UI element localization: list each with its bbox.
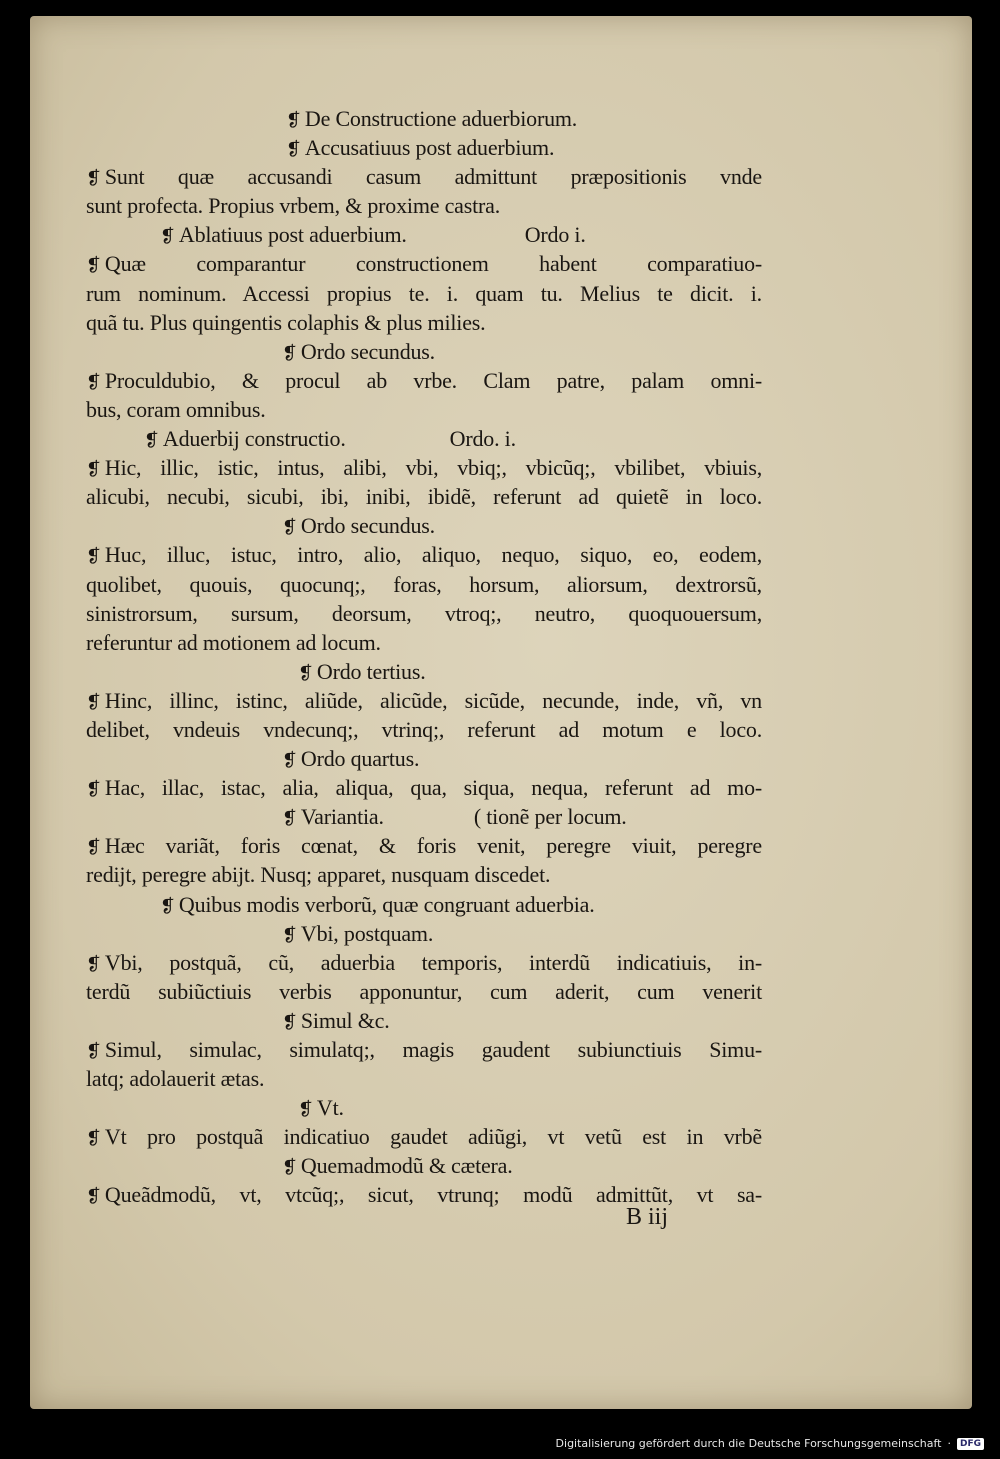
heading-ordo-secundus: ❡ Ordo secundus.: [86, 511, 762, 540]
pilcrow-icon: ❡: [282, 517, 297, 538]
pilcrow-icon: ❡: [86, 371, 101, 392]
heading-ordo-tertius: ❡ Ordo tertius.: [86, 657, 762, 686]
text-line: latq; adolauerit ætas.: [86, 1066, 265, 1092]
text-line: ❡ Hæc variãt, foris cœnat, & foris venit, peregre viuit, peregre: [86, 831, 762, 860]
text-line: ❡ Hinc, illinc, istinc, aliũde, alicũde, sicũde, necunde, inde, vñ, vn: [86, 686, 762, 715]
credit-text: Digitalisierung gefördert durch die Deutsche Forschungsgemeinschaft: [555, 1437, 942, 1450]
text-line: bus, coram omnibus.: [86, 396, 266, 422]
text-line: ❡ Vt pro postquã indicatiuo gaudet adiũgi, vt vetũ est in vrbẽ: [86, 1122, 762, 1151]
text-line: rum nominum. Accessi propius te. i. quam tu. Melius te dicit. i.: [86, 280, 762, 306]
text-line: terdũ subiũctiuis verbis apponuntur, cum aderit, cum venerit: [86, 978, 762, 1004]
text-line: sunt profecta. Propius vrbem, & proxime castra.: [86, 193, 500, 219]
pilcrow-icon: ❡: [144, 430, 159, 451]
text-line: ❡ Vbi, postquã, cũ, aduerbia temporis, interdũ indicatiuis, in-: [86, 948, 762, 977]
text-line: ❡ Huc, illuc, istuc, intro, alio, aliquo, nequo, siquo, eo, eodem,: [86, 540, 762, 569]
pilcrow-icon: ❡: [282, 1011, 297, 1032]
pilcrow-icon: ❡: [282, 808, 297, 829]
pilcrow-icon: ❡: [282, 1157, 297, 1178]
pilcrow-icon: ❡: [160, 226, 175, 247]
text-line: ❡ Proculdubio, & procul ab vrbe. Clam patre, palam omni-: [86, 366, 762, 395]
pilcrow-icon: ❡: [282, 750, 297, 771]
text-line: alicubi, necubi, sicubi, ibi, inibi, ibidẽ, referunt ad quietẽ in loco.: [86, 484, 762, 510]
heading-vbi-postquam: ❡ Vbi, postquam.: [86, 919, 762, 948]
heading-vt: ❡ Vt.: [86, 1093, 762, 1122]
pilcrow-icon: ❡: [286, 139, 301, 160]
text-line: referuntur ad motionem ad locum.: [86, 629, 381, 655]
text-line: ❡ Hic, illic, istic, intus, alibi, vbi, vbiq;, vbicũq;, vbilibet, vbiuis,: [86, 453, 762, 482]
heading-ordo-secundus: ❡ Ordo secundus.: [86, 337, 762, 366]
pilcrow-icon: ❡: [86, 1041, 101, 1061]
text-line: ❡ Quæ comparantur constructionem habent comparatiuo-: [86, 249, 762, 278]
text-line: ❡ Queãdmodũ, vt, vtcũq;, sicut, vtrunq; modũ admittũt, vt sa-: [86, 1180, 762, 1209]
pilcrow-icon: ❡: [298, 662, 313, 683]
text-line: redijt, peregre abijt. Nusq; apparet, nusquam discedet.: [86, 862, 551, 888]
pilcrow-icon: ❡: [86, 255, 101, 276]
pilcrow-icon: ❡: [282, 924, 297, 945]
pilcrow-icon: ❡: [86, 953, 101, 974]
pilcrow-icon: ❡: [86, 1128, 101, 1149]
pilcrow-icon: ❡: [86, 168, 101, 189]
pilcrow-icon: ❡: [282, 342, 297, 363]
pilcrow-icon: ❡: [86, 1186, 101, 1207]
heading-simul: ❡ Simul &c.: [86, 1006, 762, 1035]
heading-constructione: ❡ De Constructione aduerbiorum.: [86, 104, 762, 133]
pilcrow-icon: ❡: [298, 1099, 313, 1120]
pilcrow-icon: ❡: [86, 691, 101, 712]
heading-quibus-modis: ❡ Quibus modis verborũ, quæ congruant aduerbia.: [86, 890, 762, 919]
text-line: ❡ Simul, simulac, simulatq;, magis gaudent subiunctiuis Simu-: [86, 1035, 762, 1064]
heading-variantia: ❡ Variantia. ( tionẽ per locum.: [86, 802, 762, 831]
pilcrow-icon: ❡: [286, 110, 301, 130]
book-page: [30, 16, 972, 1409]
text-line: quã tu. Plus quingentis colaphis & plus milies.: [86, 309, 486, 335]
heading-aduerbij: ❡ Aduerbij constructio. Ordo. i.: [86, 424, 762, 453]
text-line: delibet, vndeuis vndecunq;, vtrinq;, referunt ad motum e loco.: [86, 716, 762, 742]
heading-ablatiuus: ❡ Ablatiuus post aduerbium. Ordo i.: [86, 220, 762, 249]
heading-accusatiuus: ❡ Accusatiuus post aduerbium.: [86, 133, 762, 162]
digitization-credit: Digitalisierung gefördert durch die Deutsche Forschungsgemeinschaft · DFG: [556, 1437, 984, 1450]
dfg-logo[interactable]: DFG: [957, 1438, 984, 1450]
pilcrow-icon: ❡: [86, 837, 101, 858]
text-line: ❡ Sunt quæ accusandi casum admittunt præpositionis vnde: [86, 162, 762, 191]
text-line: sinistrorsum, sursum, deorsum, vtroq;, neutro, quoquouersum,: [86, 600, 762, 626]
heading-ordo-quartus: ❡ Ordo quartus.: [86, 744, 762, 773]
heading-quemadmodum: ❡ Quemadmodũ & cætera.: [86, 1151, 762, 1180]
pilcrow-icon: ❡: [86, 459, 101, 480]
page-text: [86, 104, 762, 1210]
signature-mark: B iij: [626, 1204, 669, 1230]
pilcrow-icon: ❡: [86, 546, 101, 567]
text-line: quolibet, quouis, quocunq;, foras, horsum, aliorsum, dextrorsũ,: [86, 571, 762, 597]
pilcrow-icon: ❡: [86, 779, 101, 800]
pilcrow-icon: ❡: [160, 895, 175, 916]
text-line: ❡ Hac, illac, istac, alia, aliqua, qua, siqua, nequa, referunt ad mo-: [86, 773, 762, 802]
